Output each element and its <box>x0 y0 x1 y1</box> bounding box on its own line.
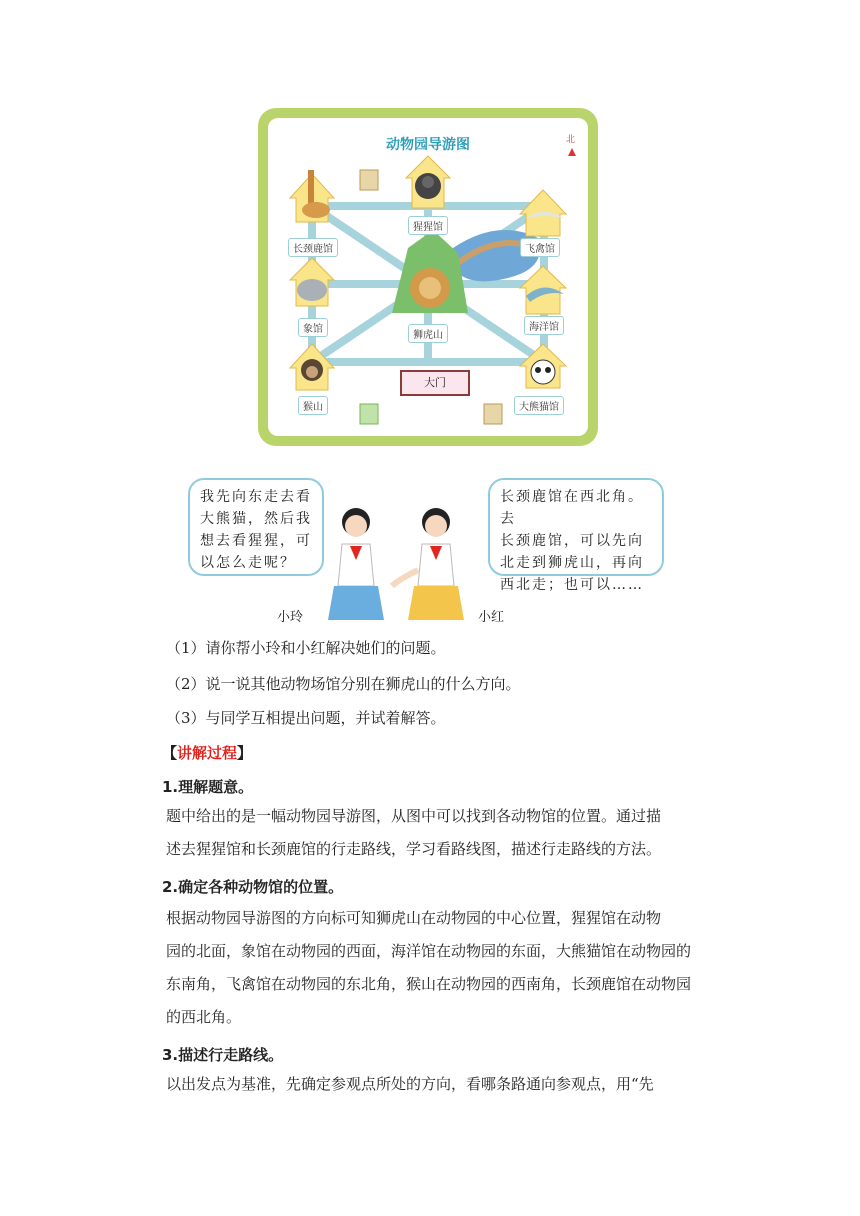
bubble-line: 我先向东走去看 <box>200 489 312 505</box>
section-title-text: 讲解过程 <box>177 744 238 762</box>
gorilla-icon <box>415 173 441 199</box>
name-xiaoling: 小玲 <box>277 610 304 625</box>
label-ocean: 海洋馆 <box>524 316 564 335</box>
left-speech-bubble <box>188 478 324 576</box>
step-1-text <box>166 800 736 866</box>
bubble-line: 以怎么走呢？ <box>200 555 296 571</box>
name-xiaohong: 小红 <box>478 610 505 625</box>
bubble-line: 北走到狮虎山，再向 <box>500 555 644 571</box>
label-gorilla: 猩猩馆 <box>408 216 448 235</box>
restroom-icon <box>360 170 378 190</box>
text-line: 园的北面，象馆在动物园的西面，海洋馆在动物园的东面，大熊猫馆在动物园的 <box>166 942 692 960</box>
bubble-line: 想去看猩猩，可 <box>200 533 312 549</box>
right-speech-bubble <box>488 478 664 593</box>
map-title: 动物园导游图 <box>386 137 470 153</box>
text-line: 的西北角。 <box>166 1008 242 1026</box>
step-3-heading: 3.描述行走路线。 <box>162 1046 284 1064</box>
question-3: （3）与同学互相提出问题，并试着解答。 <box>166 709 446 727</box>
bracket-close: 】 <box>237 744 253 762</box>
step-2-heading: 2.确定各种动物馆的位置。 <box>162 878 344 896</box>
restroom-icon-2 <box>484 404 502 424</box>
zoo-map <box>268 118 588 436</box>
section-title <box>162 742 252 763</box>
elephant-icon <box>297 279 327 301</box>
question-2: （2）说一说其他动物场馆分别在狮虎山的什么方向。 <box>166 675 521 693</box>
label-monkey: 猴山 <box>298 396 328 415</box>
text-line: 根据动物园导游图的方向标可知狮虎山在动物园的中心位置，猩猩馆在动物 <box>166 909 662 927</box>
bubble-line: 长颈鹿馆，可以先向 <box>500 533 644 549</box>
label-elephant: 象馆 <box>298 318 328 337</box>
girl-xiaohong <box>392 508 464 620</box>
text-line: 以出发点为基准，先确定参观点所处的方向，看哪条路通向参观点，用“先 <box>166 1075 654 1093</box>
bubble-line: 西北走；也可以…… <box>500 577 644 593</box>
text-line: 题中给出的是一幅动物园导游图，从图中可以找到各动物馆的位置。通过描 <box>166 807 662 825</box>
label-birds: 飞禽馆 <box>520 238 560 257</box>
bubble-line: 长颈鹿馆在西北角。去 <box>500 489 644 527</box>
bracket-open: 【 <box>162 744 178 762</box>
label-giraffe: 长颈鹿馆 <box>288 238 338 257</box>
girls-illustration <box>318 500 478 628</box>
bubble-line: 大熊猫，然后我 <box>200 511 312 527</box>
girl-xiaoling <box>328 508 384 620</box>
step-3-text <box>166 1068 736 1101</box>
panda-icon <box>531 360 555 384</box>
text-line: 东南角，飞禽馆在动物园的东北角，猴山在动物园的西南角，长颈鹿馆在动物园 <box>166 975 692 993</box>
monkey-icon <box>301 359 323 381</box>
step-2-text <box>166 902 736 1034</box>
label-panda: 大熊猫馆 <box>514 396 564 415</box>
step-1-heading: 1.理解题意。 <box>162 778 254 796</box>
zoo-map-frame <box>258 108 598 446</box>
north-label: 北 <box>566 135 576 145</box>
label-lion: 狮虎山 <box>408 324 448 343</box>
text-line: 述去猩猩馆和长颈鹿馆的行走路线，学习看路线图，描述行走路线的方法。 <box>166 840 662 858</box>
label-gate: 大门 <box>400 370 470 396</box>
phone-icon <box>360 404 378 424</box>
question-1: （1）请你帮小玲和小红解决她们的问题。 <box>166 639 446 657</box>
